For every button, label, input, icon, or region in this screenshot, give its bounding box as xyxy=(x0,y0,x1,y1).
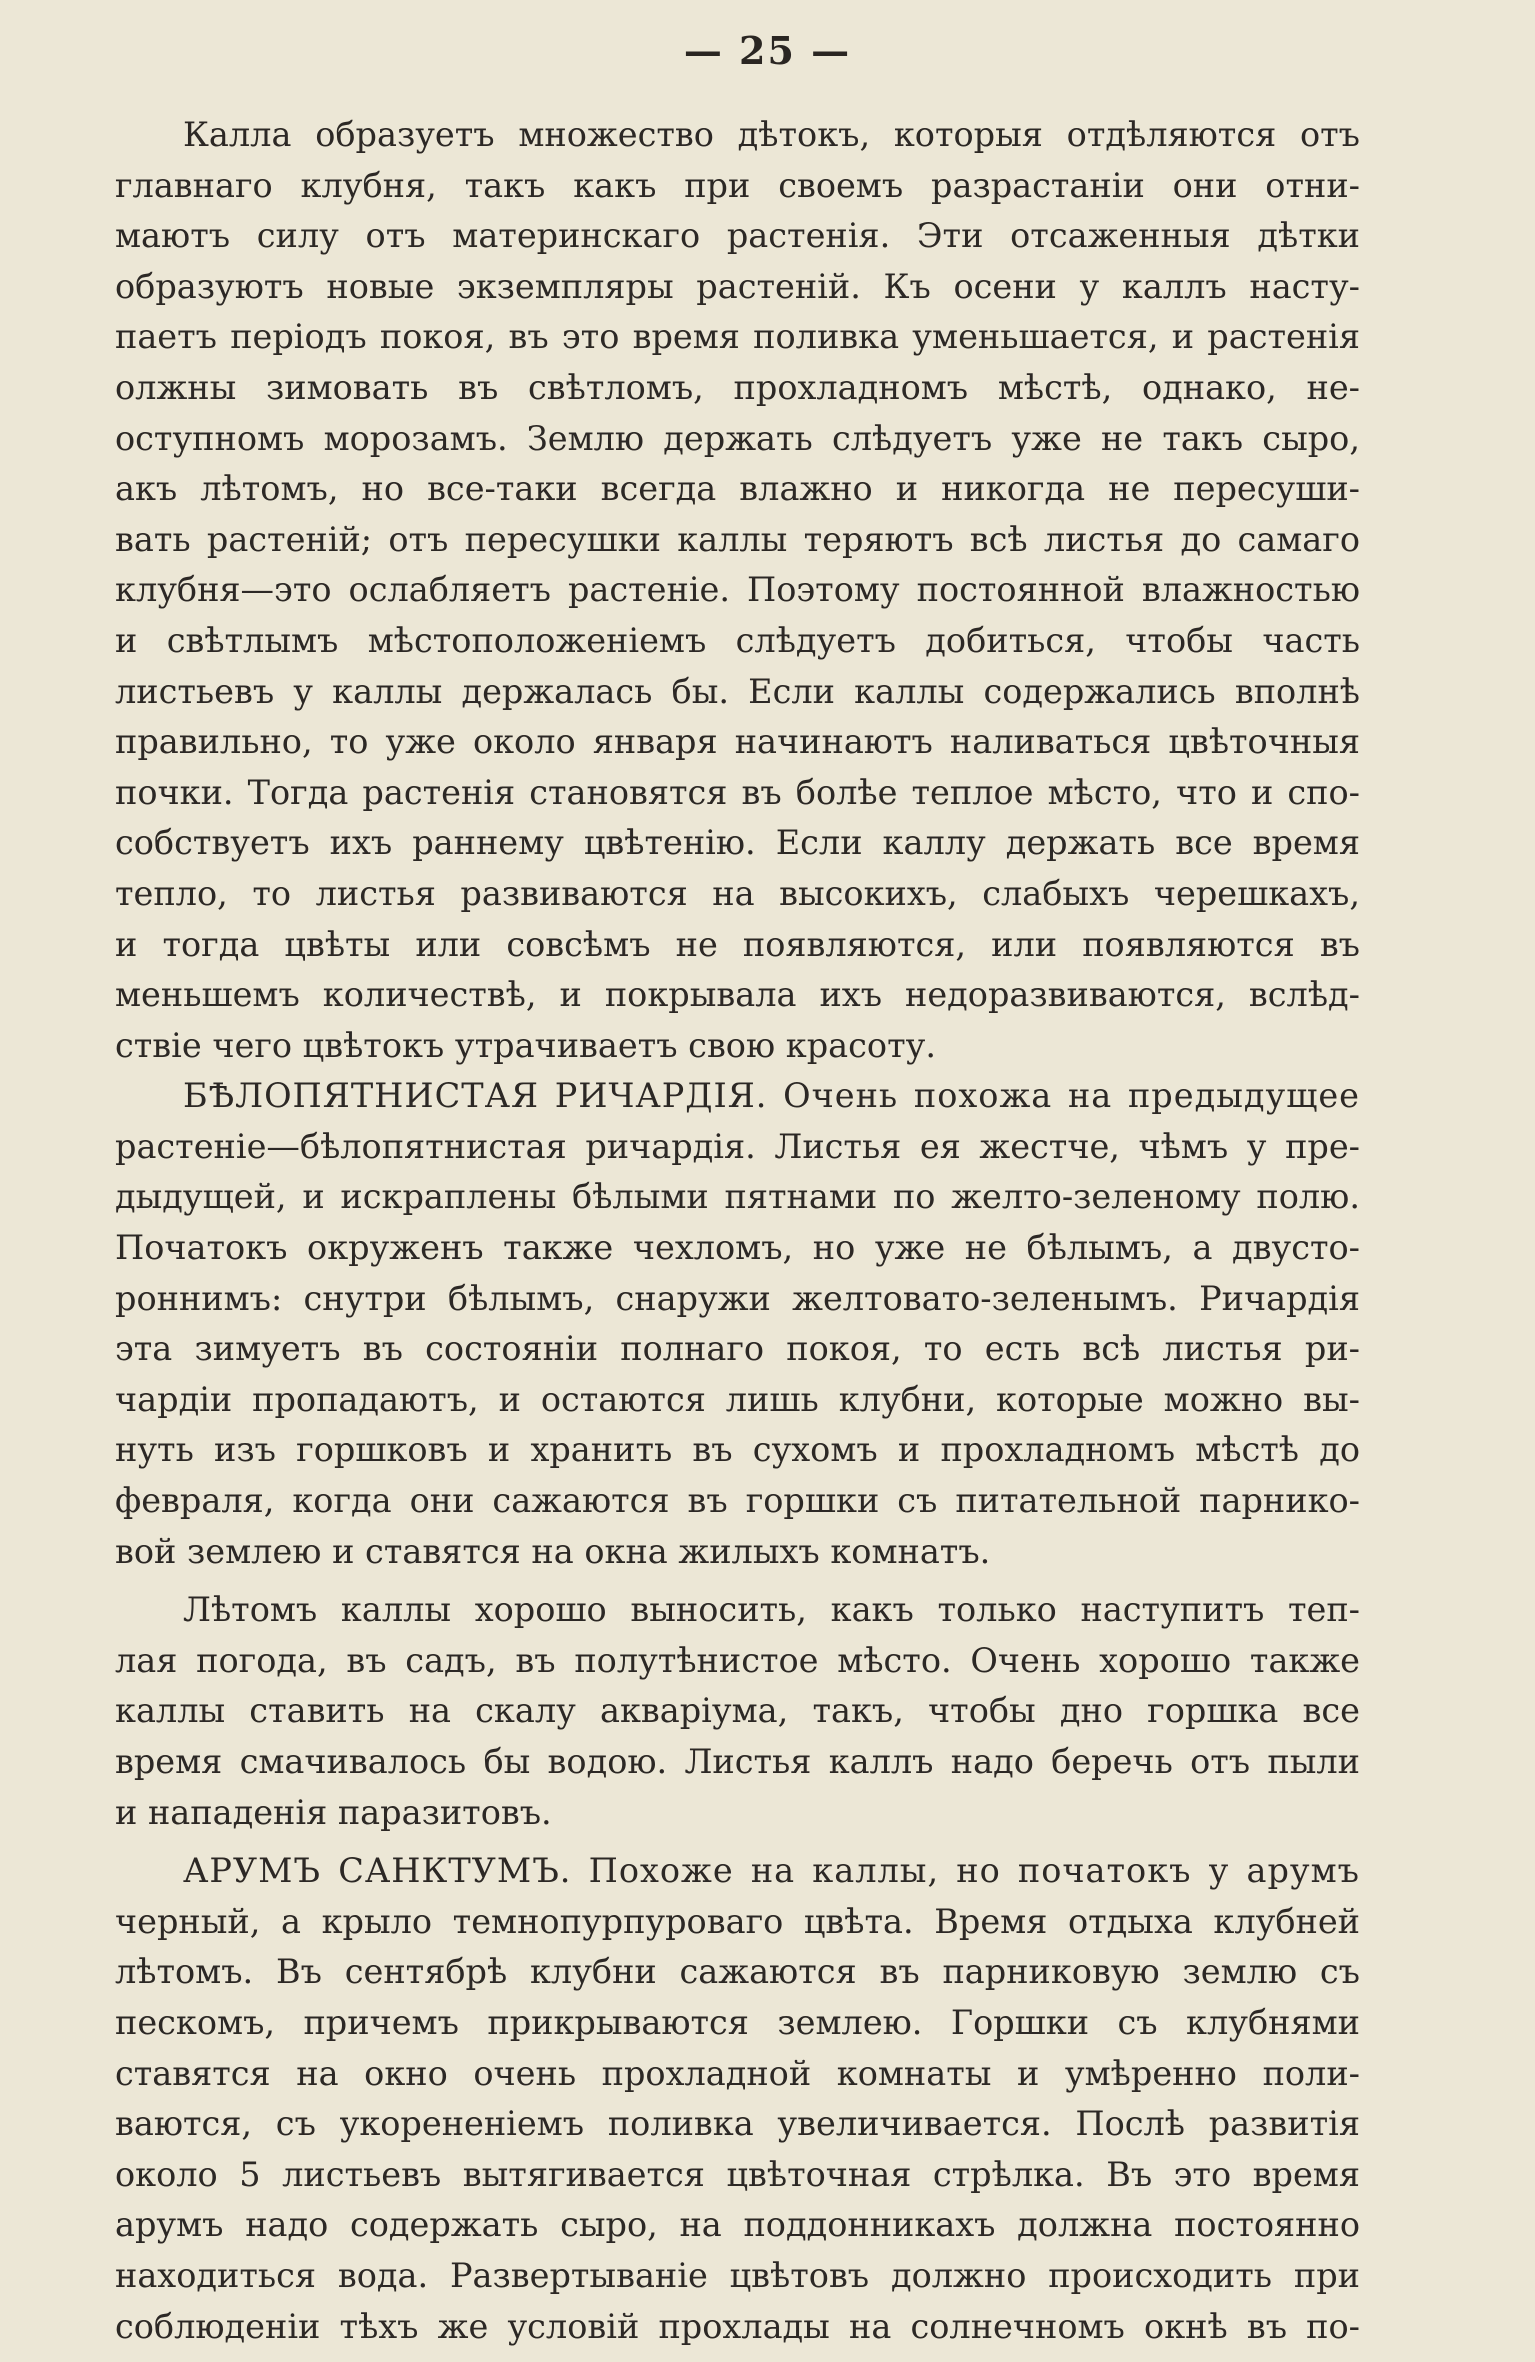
text-line: ствiе чего цвѣтокъ утрачиваетъ свою красоту. xyxy=(115,1025,936,1065)
text-line: Лѣтомъ каллы хорошо выносить, какъ только наступитъ теп- xyxy=(183,1590,1360,1630)
text-line: оступномъ морозамъ. Землю держать слѣдуетъ уже не такъ сыро, xyxy=(115,418,1360,458)
text-line: черный, а крыло темнопурпуроваго цвѣта. Время отдыха клубней xyxy=(115,1901,1360,1941)
text-line: ваются, съ укорененiемъ поливка увеличивается. Послѣ развитiя xyxy=(115,2104,1360,2144)
text-line: роннимъ: снутри бѣлымъ, снаружи желтовато-зеленымъ. Ричардiя xyxy=(115,1278,1360,1318)
text-line: около 5 листьевъ вытягивается цвѣточная стрѣлка. Въ это время xyxy=(115,2154,1360,2194)
text-line: каллы ставить на скалу акварiума, такъ, чтобы дно горшка все xyxy=(115,1691,1360,1731)
text-line: находиться вода. Развертыванiе цвѣтовъ должно происходить при xyxy=(115,2255,1360,2295)
text-line: лѣтомъ. Въ сентябрѣ клубни сажаются въ парниковую землю съ xyxy=(115,1952,1360,1992)
text-line: чардiи пропадаютъ, и остаются лишь клубни, которые можно вы- xyxy=(115,1379,1360,1419)
text-line: и нападенiя паразитовъ. xyxy=(115,1792,552,1832)
section-heading-line: БѢЛОПЯТНИСТАЯ РИЧАРДIЯ. Очень похожа на предыдущее xyxy=(183,1076,1360,1116)
body-text xyxy=(115,110,1360,2352)
text-line: нуть изъ горшковъ и хранить въ сухомъ и прохладномъ мѣстѣ до xyxy=(115,1430,1360,1470)
text-line: правильно, то уже около января начинаютъ наливаться цвѣточныя xyxy=(115,722,1360,762)
text-line: вой землею и ставятся на окна жилыхъ комнатъ. xyxy=(115,1531,991,1571)
text-line: образуютъ новые экземпляры растенiй. Къ осени у каллъ насту- xyxy=(115,266,1360,306)
paragraph-arum-sanctum xyxy=(115,1846,1360,2352)
text-line: листьевъ у каллы держалась бы. Если каллы содержались вполнѣ xyxy=(115,671,1360,711)
text-line: акъ лѣтомъ, но все-таки всегда влажно и никогда не пересуши- xyxy=(115,469,1360,509)
page-number: — 25 — xyxy=(683,28,852,73)
text-line: лая погода, въ садъ, въ полутѣнистое мѣсто. Очень хорошо также xyxy=(115,1640,1360,1680)
text-line: меньшемъ количествѣ, и покрывала ихъ недоразвиваются, вслѣд- xyxy=(115,975,1360,1015)
text-line: главнаго клубня, такъ какъ при своемъ разрастанiи они отни- xyxy=(115,165,1360,205)
text-line: клубня—это ослабляетъ растенiе. Поэтому постоянной влажностью xyxy=(115,570,1360,610)
text-line: вать растенiй; отъ пересушки каллы теряютъ всѣ листья до самаго xyxy=(115,519,1360,559)
paragraph-summer-care xyxy=(115,1585,1360,1838)
text-line: Початокъ окруженъ также чехломъ, но уже не бѣлымъ, а двусто- xyxy=(115,1228,1360,1268)
text-line: Калла образуетъ множество дѣтокъ, которыя отдѣляются отъ xyxy=(183,115,1360,154)
text-line: маютъ силу отъ материнскаго растенiя. Эти отсаженныя дѣтки xyxy=(115,216,1360,256)
paragraph-calla-offsets xyxy=(115,110,1360,1071)
text-line: дыдущей, и искраплены бѣлыми пятнами по желто-зеленому полю. xyxy=(115,1177,1360,1217)
text-line: паетъ перiодъ покоя, въ это время поливка уменьшается, и растенiя xyxy=(115,317,1360,357)
section-heading-line: АРУМЪ САНКТУМЪ. Похоже на каллы, но початокъ у арумъ xyxy=(183,1851,1360,1891)
text-line: растенiе—бѣлопятнистая ричардiя. Листья ея жестче, чѣмъ у пре- xyxy=(115,1126,1360,1166)
text-line: арумъ надо содержать сыро, на поддонникахъ должна постоянно xyxy=(115,2205,1360,2245)
text-line: эта зимуетъ въ состоянiи полнаго покоя, то есть всѣ листья ри- xyxy=(115,1329,1360,1369)
text-line: почки. Тогда растенiя становятся въ болѣе теплое мѣсто, что и спо- xyxy=(115,772,1360,812)
text-line: ставятся на окно очень прохладной комнаты и умѣренно поли- xyxy=(115,2053,1360,2093)
paragraph-richardia xyxy=(115,1071,1360,1577)
text-line: пескомъ, причемъ прикрываются землею. Горшки съ клубнями xyxy=(115,2002,1360,2042)
text-line: и тогда цвѣты или совсѣмъ не появляются, или появляются въ xyxy=(115,924,1360,964)
text-line: и свѣтлымъ мѣстоположенiемъ слѣдуетъ добиться, чтобы часть xyxy=(115,620,1360,660)
text-line: олжны зимовать въ свѣтломъ, прохладномъ мѣстѣ, однако, не- xyxy=(115,367,1360,407)
text-line: время смачивалось бы водою. Листья каллъ надо беречь отъ пыли xyxy=(115,1742,1360,1781)
text-line: собствуетъ ихъ раннему цвѣтенiю. Если каллу держать все время xyxy=(115,823,1360,863)
text-line: тепло, то листья развиваются на высокихъ, слабыхъ черешкахъ, xyxy=(115,873,1360,913)
text-line: февраля, когда они сажаются въ горшки съ питательной парнико- xyxy=(115,1481,1360,1521)
text-line: соблюденiи тѣхъ же условiй прохлады на солнечномъ окнѣ въ по- xyxy=(115,2306,1360,2346)
